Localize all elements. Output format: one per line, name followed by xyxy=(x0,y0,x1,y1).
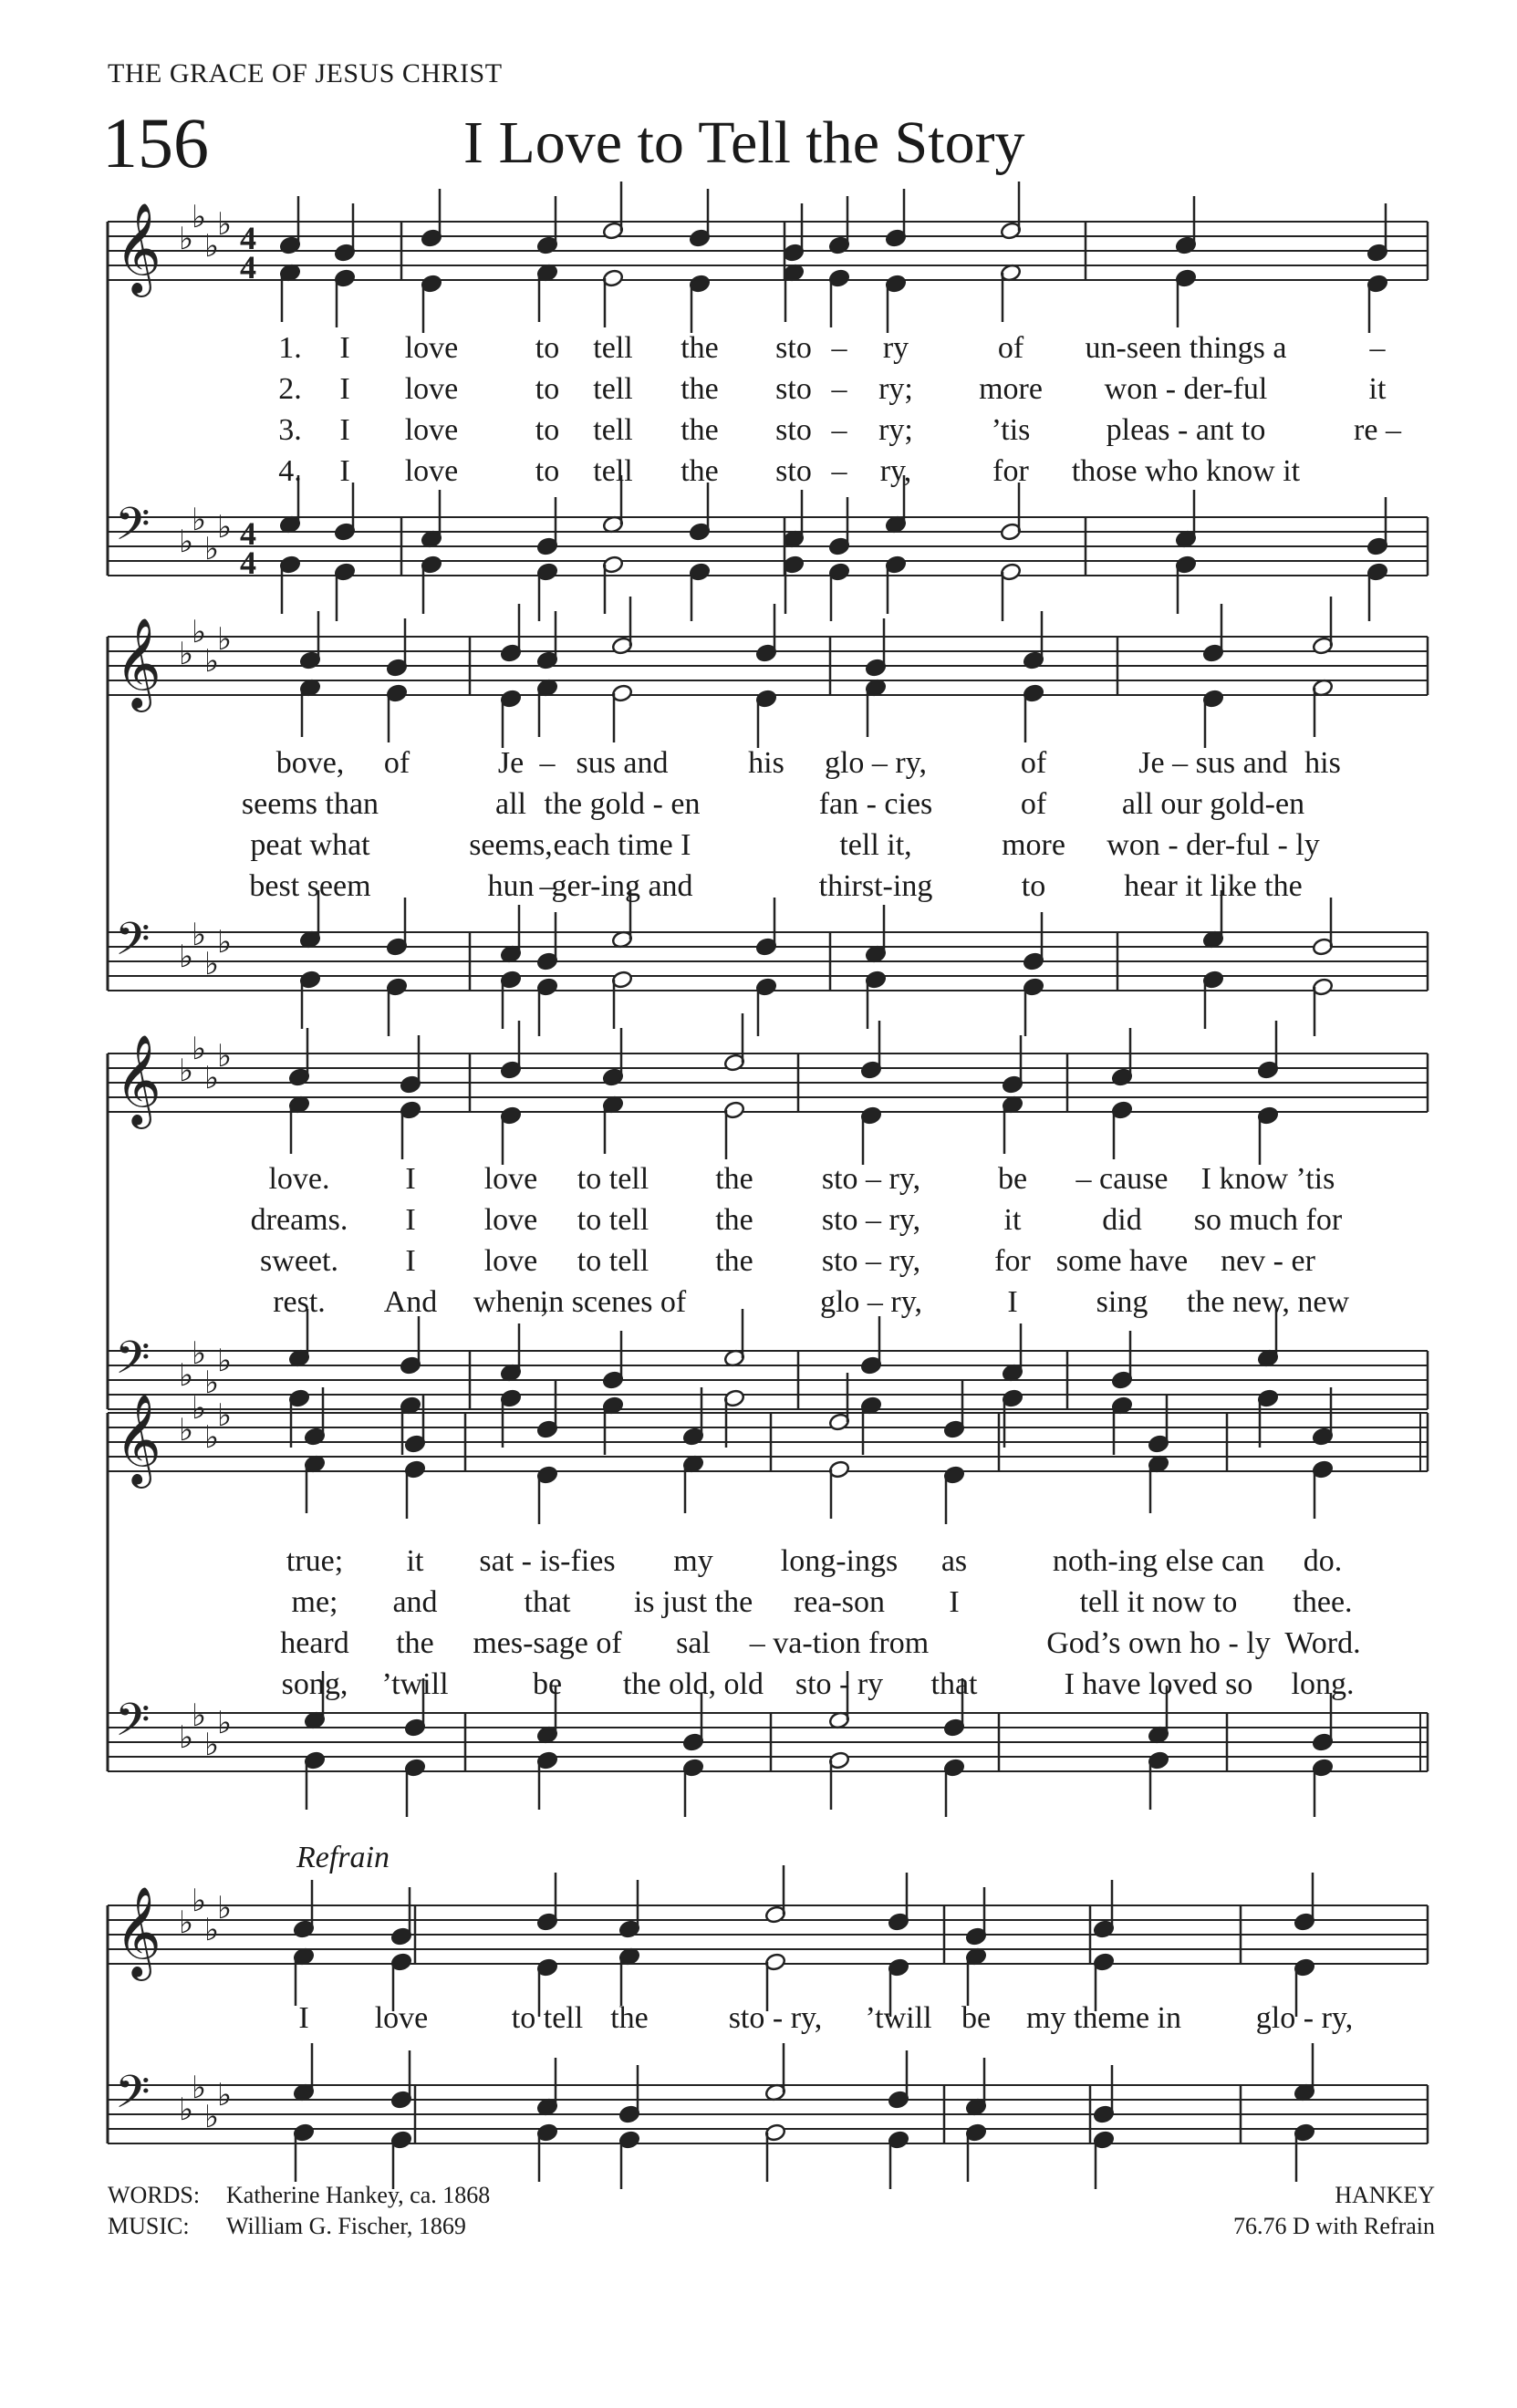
lyric-syllable: mes-sage of xyxy=(473,1626,622,1660)
flat-icon: ♭ xyxy=(192,1031,207,1067)
lyric-syllable: I xyxy=(339,413,350,447)
lyric-syllable: love xyxy=(483,1203,538,1237)
lyric-syllable: of xyxy=(997,331,1024,365)
lyric-syllable: Je xyxy=(497,746,525,780)
lyric-syllable: sto xyxy=(775,454,812,488)
lyric-syllable: tell xyxy=(593,454,633,488)
lyric-syllable: it xyxy=(1003,1203,1022,1237)
lyric-syllable: won - der-ful - ly xyxy=(1107,828,1320,862)
lyric-syllable: of xyxy=(383,746,410,780)
lyric-syllable: glo - ry, xyxy=(1255,2001,1354,2035)
lyric-syllable: sto xyxy=(775,413,812,447)
bass-clef-icon: 𝄢 xyxy=(115,498,151,562)
lyric-syllable: the xyxy=(715,1203,753,1237)
lyric-syllable: I have loved so xyxy=(1064,1667,1253,1701)
lyric-syllable: sing xyxy=(1096,1285,1148,1319)
lyric-syllable: the xyxy=(715,1244,753,1278)
lyric-syllable: the xyxy=(681,413,719,447)
lyric-syllable: me; xyxy=(291,1585,338,1619)
lyric-syllable: seems, xyxy=(469,828,553,862)
lyric-syllable: I xyxy=(405,1203,416,1237)
flat-icon: ♭ xyxy=(179,939,194,975)
flat-icon: ♭ xyxy=(217,1705,233,1741)
lyric-syllable: love xyxy=(404,372,459,406)
flat-icon: ♭ xyxy=(192,614,207,650)
flat-icon: ♭ xyxy=(179,1905,194,1941)
lyric-syllable: all our gold-en xyxy=(1121,787,1305,821)
time-signature: 4 xyxy=(240,515,256,552)
lyric-syllable: I xyxy=(949,1585,960,1619)
flat-icon: ♭ xyxy=(179,221,194,257)
music-credit: William G. Fischer, 1869 xyxy=(226,2213,466,2239)
lyric-syllable: tell it now to xyxy=(1079,1585,1238,1619)
lyric-syllable: some have xyxy=(1055,1244,1189,1278)
lyric-syllable: my theme in xyxy=(1026,2001,1181,2035)
lyric-syllable: when, xyxy=(473,1285,549,1319)
section-title: THE GRACE OF JESUS CHRIST xyxy=(108,58,503,88)
lyric-syllable: my xyxy=(673,1544,713,1578)
lyric-syllable: Word. xyxy=(1284,1626,1361,1660)
lyric-syllable: I xyxy=(339,454,350,488)
lyric-syllable: I know ’tis xyxy=(1200,1162,1335,1196)
lyric-syllable: bove, xyxy=(275,746,345,780)
lyric-syllable: noth-ing else can xyxy=(1052,1544,1265,1578)
lyric-syllable: sto - ry xyxy=(795,1667,884,1701)
lyric-syllable: song, xyxy=(281,1667,348,1701)
lyric-syllable: his xyxy=(748,746,784,780)
lyric-syllable: the xyxy=(681,372,719,406)
lyric-syllable: love xyxy=(483,1244,538,1278)
bass-clef-icon: 𝄢 xyxy=(115,913,151,977)
lyric-syllable: ry; xyxy=(878,413,913,447)
lyric-syllable: so much for xyxy=(1193,1203,1343,1237)
bass-clef-icon: 𝄢 xyxy=(115,1332,151,1396)
flat-icon: ♭ xyxy=(204,1060,220,1096)
lyric-syllable: those who know it xyxy=(1071,454,1301,488)
lyric-syllable: sal xyxy=(676,1626,711,1660)
lyric-syllable: his xyxy=(1304,746,1341,780)
treble-clef-icon: 𝄞 xyxy=(115,618,161,709)
lyric-syllable: the new, new xyxy=(1186,1285,1350,1319)
flat-icon: ♭ xyxy=(192,1390,207,1427)
lyric-syllable: tell xyxy=(593,331,633,365)
lyric-syllable: to xyxy=(535,454,560,488)
lyric-syllable: true; xyxy=(286,1544,344,1578)
lyric-syllable: pleas - ant to xyxy=(1106,413,1266,447)
flat-icon: ♭ xyxy=(192,199,207,235)
lyric-syllable: glo – ry, xyxy=(824,746,928,780)
flat-icon: ♭ xyxy=(192,1697,207,1734)
treble-clef-icon: 𝄞 xyxy=(115,1886,161,1977)
lyric-syllable: the old, old xyxy=(623,1667,764,1701)
lyric-syllable: long. xyxy=(1291,1667,1355,1701)
lyric-syllable: 3. xyxy=(278,413,302,447)
lyric-syllable: glo – ry, xyxy=(819,1285,923,1319)
lyric-syllable: sus and xyxy=(576,746,669,780)
lyric-syllable: be xyxy=(997,1162,1028,1196)
lyric-syllable: I xyxy=(1007,1285,1018,1319)
lyric-syllable: tell it, xyxy=(839,828,912,862)
lyric-syllable: of xyxy=(1020,746,1047,780)
lyric-syllable: hun xyxy=(487,869,535,903)
flat-icon: ♭ xyxy=(204,946,220,982)
lyric-syllable: more xyxy=(979,372,1043,406)
flat-icon: ♭ xyxy=(217,1397,233,1434)
words-label: WORDS: xyxy=(108,2182,201,2208)
lyric-syllable: do. xyxy=(1303,1544,1343,1578)
flat-icon: ♭ xyxy=(204,1419,220,1456)
lyric-syllable: to xyxy=(535,372,560,406)
lyric-syllable: be xyxy=(532,1667,563,1701)
lyric-syllable: ry, xyxy=(879,454,912,488)
lyric-syllable: love. xyxy=(268,1162,330,1196)
tune-meter: 76.76 D with Refrain xyxy=(1233,2213,1435,2239)
lyric-syllable: in scenes of xyxy=(539,1285,687,1319)
lyric-syllable: dreams. xyxy=(250,1203,348,1237)
lyric-syllable: best seem xyxy=(249,869,371,903)
lyric-syllable: ger-ing and xyxy=(551,869,693,903)
lyric-syllable: un-seen things a xyxy=(1085,331,1287,365)
hymn-number: 156 xyxy=(102,103,209,182)
credits xyxy=(108,2180,490,2242)
lyric-syllable: did xyxy=(1102,1203,1142,1237)
lyric-syllable: ’twill xyxy=(865,2001,932,2035)
flat-icon: ♭ xyxy=(217,206,233,243)
flat-icon: ♭ xyxy=(192,502,207,538)
flat-icon: ♭ xyxy=(179,2091,194,2128)
lyric-syllable: to xyxy=(535,413,560,447)
lyric-syllable: hear it like the xyxy=(1124,869,1303,903)
flat-icon: ♭ xyxy=(217,924,233,960)
lyric-syllable: rest. xyxy=(273,1285,326,1319)
flat-icon: ♭ xyxy=(217,1890,233,1926)
lyric-syllable: I xyxy=(339,372,350,406)
lyric-syllable: to tell xyxy=(577,1244,649,1278)
lyric-syllable: love xyxy=(404,331,459,365)
lyric-syllable: ry; xyxy=(878,372,913,406)
lyric-syllable: sto – ry, xyxy=(821,1203,921,1237)
lyric-syllable: the xyxy=(715,1162,753,1196)
lyric-syllable: I xyxy=(405,1244,416,1278)
lyric-syllable: fan - cies xyxy=(818,787,933,821)
lyric-syllable: all xyxy=(495,787,526,821)
words-credit: Katherine Hankey, ca. 1868 xyxy=(226,2182,491,2208)
lyric-syllable: 1. xyxy=(278,331,302,365)
lyric-syllable: love xyxy=(404,413,459,447)
lyric-syllable: the xyxy=(610,2001,649,2035)
lyric-syllable: and xyxy=(392,1585,438,1619)
flat-icon: ♭ xyxy=(204,643,220,680)
lyric-syllable: is just the xyxy=(633,1585,753,1619)
lyric-syllable: ’tis xyxy=(991,413,1031,447)
lyric-syllable: more xyxy=(1002,828,1065,862)
flat-icon: ♭ xyxy=(204,531,220,567)
flat-icon: ♭ xyxy=(179,1412,194,1448)
lyric-syllable: I xyxy=(298,2001,309,2035)
lyric-syllable: – xyxy=(831,372,847,406)
flat-icon: ♭ xyxy=(217,509,233,545)
bass-clef-icon: 𝄢 xyxy=(115,2066,151,2130)
flat-icon: ♭ xyxy=(179,1357,194,1394)
tune-info xyxy=(1233,2180,1435,2242)
lyric-syllable: 2. xyxy=(278,372,302,406)
lyric-syllable: to xyxy=(535,331,560,365)
lyric-syllable: love xyxy=(483,1162,538,1196)
lyric-syllable: the gold - en xyxy=(544,787,701,821)
flat-icon: ♭ xyxy=(204,2099,220,2135)
flat-icon: ♭ xyxy=(204,228,220,265)
flat-icon: ♭ xyxy=(192,1883,207,1919)
lyric-syllable: seems than xyxy=(241,787,379,821)
lyric-syllable: to tell xyxy=(577,1203,649,1237)
lyric-syllable: sweet. xyxy=(260,1244,338,1278)
lyric-syllable: – va-tion from xyxy=(749,1626,930,1660)
lyric-syllable: sto – ry, xyxy=(821,1244,921,1278)
flat-icon: ♭ xyxy=(192,2070,207,2106)
lyric-syllable: And xyxy=(383,1285,438,1319)
lyric-syllable: I xyxy=(339,331,350,365)
treble-clef-icon: 𝄞 xyxy=(115,202,161,294)
lyric-syllable: be xyxy=(961,2001,992,2035)
tune-name: HANKEY xyxy=(1335,2182,1435,2208)
lyric-syllable: Je – sus and xyxy=(1138,746,1288,780)
lyric-syllable: that xyxy=(524,1585,571,1619)
lyric-syllable: sto xyxy=(775,372,812,406)
lyric-syllable: it xyxy=(406,1544,424,1578)
lyric-syllable: ’twill xyxy=(381,1667,449,1701)
flat-icon: ♭ xyxy=(217,621,233,658)
lyric-syllable: – xyxy=(1369,331,1386,365)
lyric-syllable: rea-son xyxy=(793,1585,886,1619)
lyric-syllable: – xyxy=(831,331,847,365)
lyric-syllable: – cause xyxy=(1075,1162,1169,1196)
flat-icon: ♭ xyxy=(192,1335,207,1372)
flat-icon: ♭ xyxy=(217,1343,233,1379)
lyric-syllable: for xyxy=(994,1244,1031,1278)
lyric-syllable: it xyxy=(1368,372,1387,406)
lyric-syllable: ry xyxy=(882,331,909,365)
lyric-syllable: won - der-ful xyxy=(1104,372,1268,406)
music-label: MUSIC: xyxy=(108,2213,190,2239)
lyric-syllable: re – xyxy=(1354,413,1401,447)
lyric-syllable: love xyxy=(404,454,459,488)
lyric-syllable: – xyxy=(539,869,556,903)
lyric-syllable: – xyxy=(539,746,556,780)
flat-icon: ♭ xyxy=(204,1365,220,1401)
lyric-syllable: tell xyxy=(593,372,633,406)
time-signature: 4 xyxy=(240,220,256,256)
flat-icon: ♭ xyxy=(204,1912,220,1948)
lyric-syllable: sto - ry, xyxy=(728,2001,823,2035)
lyric-syllable: the xyxy=(681,454,719,488)
lyric-syllable: thee. xyxy=(1293,1585,1353,1619)
lyric-syllable: sto – ry, xyxy=(821,1162,921,1196)
lyric-syllable: of xyxy=(1020,787,1047,821)
flat-icon: ♭ xyxy=(217,2077,233,2113)
hymn-title: I Love to Tell the Story xyxy=(463,109,1025,176)
time-signature: 4 xyxy=(240,249,256,285)
flat-icon: ♭ xyxy=(179,1053,194,1089)
lyric-syllable: 4. xyxy=(278,454,302,488)
lyric-syllable: to xyxy=(1021,869,1046,903)
lyric-syllable: as xyxy=(940,1544,968,1578)
lyric-syllable: thirst-ing xyxy=(818,869,933,903)
lyric-syllable: – xyxy=(831,413,847,447)
lyric-syllable: for xyxy=(992,454,1029,488)
lyric-syllable: tell xyxy=(593,413,633,447)
bass-clef-icon: 𝄢 xyxy=(115,1694,151,1758)
treble-clef-icon: 𝄞 xyxy=(115,1394,161,1485)
lyric-syllable: – xyxy=(831,454,847,488)
flat-icon: ♭ xyxy=(179,1719,194,1756)
lyric-syllable: sat - is-fies xyxy=(479,1544,616,1578)
time-signature: 4 xyxy=(240,545,256,581)
lyric-syllable: to tell xyxy=(511,2001,584,2035)
flat-icon: ♭ xyxy=(179,636,194,672)
flat-icon: ♭ xyxy=(217,1038,233,1074)
refrain-label: Refrain xyxy=(296,1841,390,1874)
lyric-syllable: love xyxy=(374,2001,429,2035)
lyric-syllable: I xyxy=(405,1162,416,1196)
lyric-syllable: peat what xyxy=(250,828,370,862)
treble-clef-icon: 𝄞 xyxy=(115,1034,161,1126)
flat-icon: ♭ xyxy=(204,1727,220,1763)
lyric-syllable: to tell xyxy=(577,1162,649,1196)
lyric-syllable: God’s own ho - ly xyxy=(1046,1626,1271,1660)
lyric-syllable: heard xyxy=(280,1626,349,1660)
flat-icon: ♭ xyxy=(192,917,207,953)
flat-icon: ♭ xyxy=(179,524,194,560)
lyric-syllable: the xyxy=(681,331,719,365)
lyric-syllable: that xyxy=(930,1667,978,1701)
lyric-syllable: nev - er xyxy=(1221,1244,1315,1278)
lyric-syllable: each time I xyxy=(553,828,691,862)
lyric-syllable: sto xyxy=(775,331,812,365)
lyric-syllable: long-ings xyxy=(780,1544,899,1578)
lyric-syllable: the xyxy=(396,1626,434,1660)
